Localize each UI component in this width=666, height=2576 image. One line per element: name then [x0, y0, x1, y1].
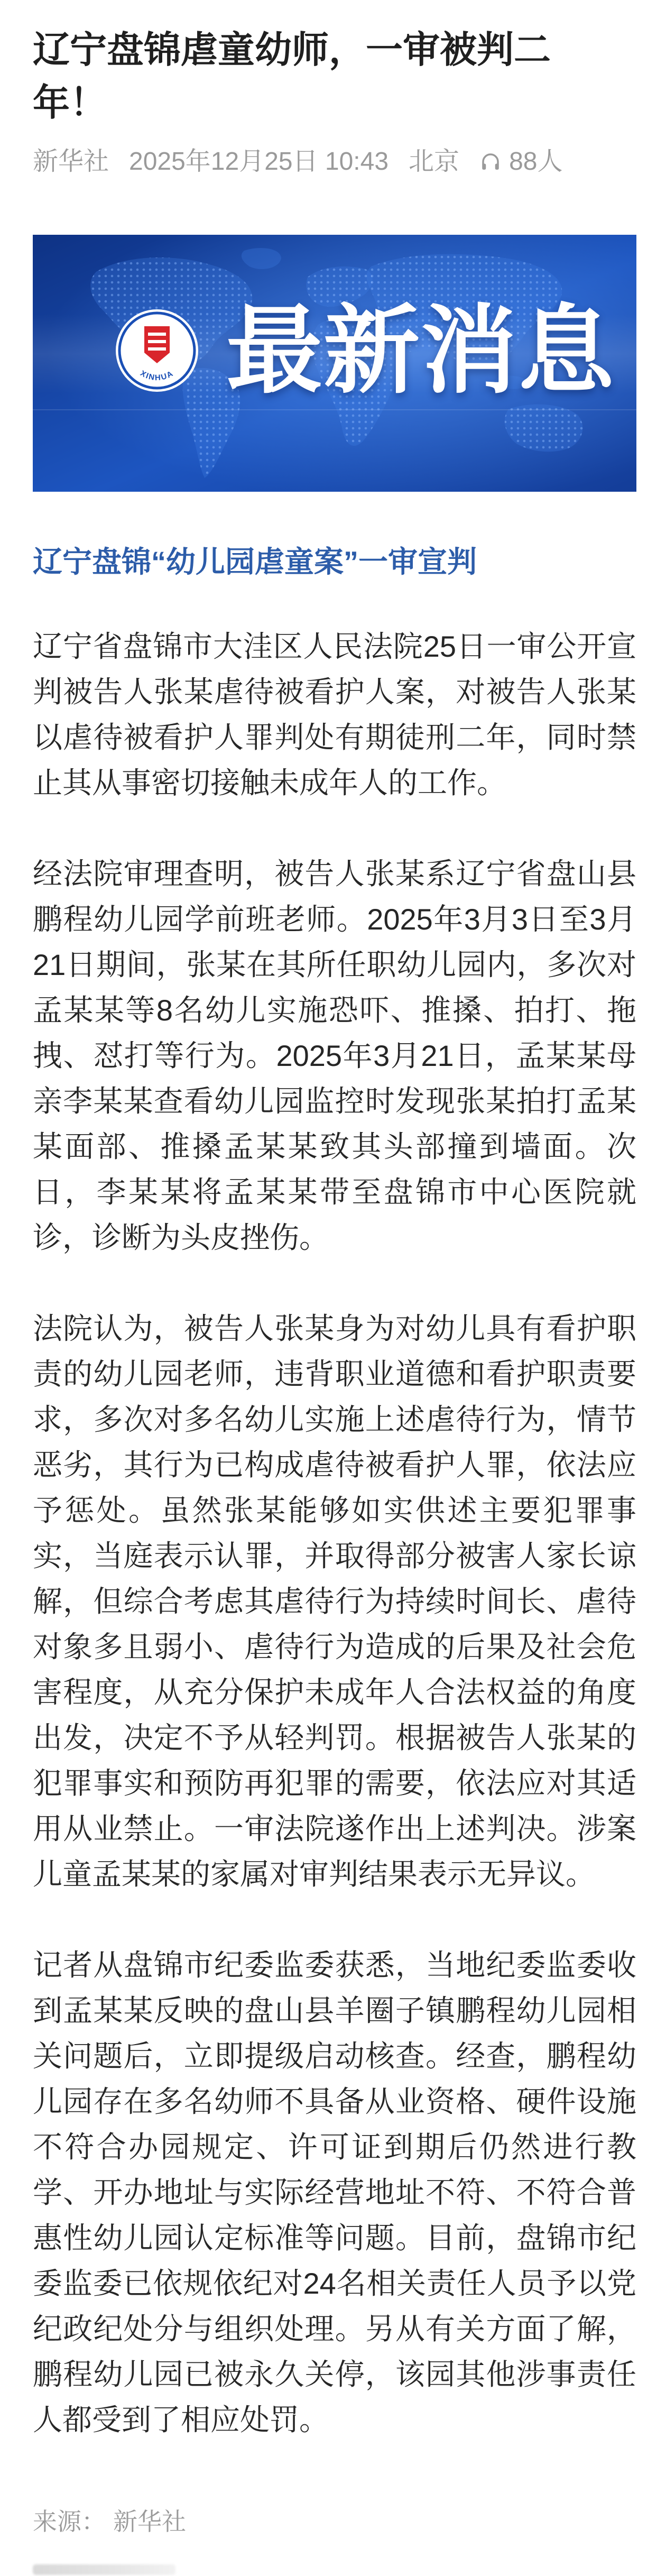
paragraph-line: 止其从事密切接触未成年人的工作。: [33, 766, 506, 799]
paragraph-line: 经法院审理查明，被告人张某系辽宁省盘山县: [33, 857, 636, 890]
paragraph-line: 儿园存在多名幼师不具备从业资格、硬件设施: [33, 2085, 636, 2118]
source-name: 新华社: [113, 2508, 186, 2535]
truncated-next-block: [33, 2564, 175, 2575]
paragraph-facts: [33, 851, 636, 1261]
paragraph-line: 恶劣，其行为已构成虐待被看护人罪，依法应: [33, 1448, 636, 1482]
paragraph-line: 犯罪事实和预防再犯罪的需要，依法应对其适: [33, 1767, 636, 1800]
paragraph-line: 人都受到了相应处罚。: [33, 2403, 329, 2436]
paragraph-line: 判被告人张某虐待被看护人案，对被告人张某: [33, 675, 636, 709]
section-subtitle: 辽宁盘锦“幼儿园虐童案”一审宣判: [33, 545, 477, 578]
paragraph-line: 拽、怼打等行为。2025年3月21日，孟某某母: [33, 1039, 636, 1072]
paragraph-line: 学、开办地址与实际经营地址不符、不符合普: [33, 2176, 636, 2209]
paragraph-line: 到孟某某反映的盘山县羊圈子镇鹏程幼儿园相: [33, 1994, 636, 2027]
source-link[interactable]: 新华社: [33, 148, 109, 176]
paragraph-line: 出发，决定不予从轻判罚。根据被告人张某的: [33, 1721, 636, 1754]
publish-datetime: 2025年12月25日 10:43: [129, 148, 389, 176]
paragraph-line: 辽宁省盘锦市大洼区人民法院25日一审公开宣: [33, 630, 636, 663]
paragraph-line: 责的幼儿园老师，违背职业道德和看护职责要: [33, 1357, 636, 1391]
paragraph-line: 以虐待被看护人罪判处有期徒刑二年，同时禁: [33, 721, 636, 754]
paragraph-disciplinary-action: [33, 1943, 636, 2443]
paragraph-line: 诊，诊断为头皮挫伤。: [33, 1221, 329, 1254]
paragraph-line: 不符合办园规定、许可证到期后仍然进行教: [33, 2130, 636, 2164]
paragraph-court-reasoning: [33, 1306, 636, 1897]
paragraph-line: 21日期间，张某在其所任职幼儿园内，多次对: [33, 948, 636, 981]
paragraph-line: 儿童孟某某的家属对审判结果表示无异议。: [33, 1857, 595, 1891]
paragraph-line: 鹏程幼儿园学前班老师。2025年3月3日至3月: [33, 903, 636, 936]
paragraph-line: 某面部、推搡孟某某致其头部撞到墙面。次: [33, 1130, 636, 1163]
paragraph-line: 对象多且弱小、虐待行为造成的后果及社会危: [33, 1630, 636, 1663]
article-meta: [33, 146, 636, 178]
paragraph-line: 关问题后，立即提级启动核查。经查，鹏程幼: [33, 2039, 636, 2073]
listen-button[interactable]: [479, 146, 562, 178]
article-body: [33, 624, 636, 2443]
article-title: [33, 23, 636, 129]
title-line: 年！: [33, 82, 107, 123]
article-source: [33, 2506, 186, 2537]
paragraph-line: 予惩处。虽然张某能够如实供述主要犯罪事: [33, 1494, 636, 1527]
xinhua-logo: [115, 308, 199, 393]
paragraph-line: 法院认为，被告人张某身为对幼儿具有看护职: [33, 1312, 636, 1345]
breaking-news-banner[interactable]: [33, 235, 636, 492]
publish-location: 北京: [409, 148, 460, 176]
headphones-icon: [479, 151, 502, 173]
paragraph-line: 委监委已依规依纪对24名相关责任人员予以党: [33, 2267, 636, 2300]
banner-headline: 最新消息: [226, 297, 615, 404]
paragraph-line: 解，但综合考虑其虐待行为持续时间长、虐待: [33, 1585, 636, 1618]
paragraph-line: 用从业禁止。一审法院遂作出上述判决。涉案: [33, 1812, 636, 1845]
paragraph-verdict: [33, 624, 636, 806]
paragraph-line: 记者从盘锦市纪委监委获悉，当地纪委监委收: [33, 1948, 636, 1982]
paragraph-line: 纪政纪处分与组织处理。另从有关方面了解，: [33, 2312, 636, 2345]
title-line: 辽宁盘锦虐童幼师，一审被判二: [33, 29, 551, 70]
source-label: 来源：: [33, 2508, 106, 2535]
listen-count: 88人: [509, 148, 563, 176]
paragraph-line: 日，李某某将孟某某带至盘锦市中心医院就: [33, 1175, 636, 1209]
paragraph-line: 求，多次对多名幼儿实施上述虐待行为，情节: [33, 1403, 636, 1436]
paragraph-line: 害程度，从充分保护未成年人合法权益的角度: [33, 1676, 636, 1709]
paragraph-line: 鹏程幼儿园已被永久关停，该园其他涉事责任: [33, 2358, 636, 2391]
logo-wordmark: XINHUA: [138, 369, 175, 383]
paragraph-line: 惠性幼儿园认定标准等问题。目前，盘锦市纪: [33, 2221, 636, 2255]
paragraph-line: 实，当庭表示认罪，并取得部分被害人家长谅: [33, 1539, 636, 1572]
paragraph-line: 孟某某等8名幼儿实施恐吓、推搡、拍打、拖: [33, 993, 636, 1027]
paragraph-line: 亲李某某查看幼儿园监控时发现张某拍打孟某: [33, 1084, 636, 1118]
